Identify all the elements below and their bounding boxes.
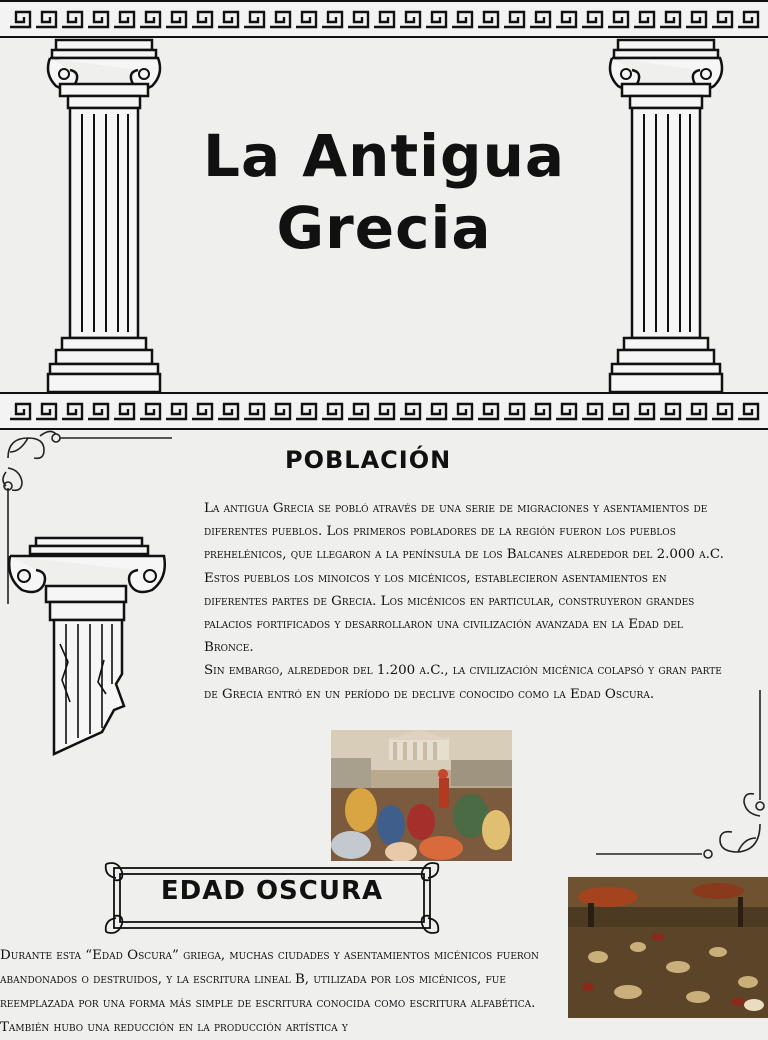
dark-age-scene-image [568,877,768,1018]
poblacion-body [204,497,724,706]
greek-key-pattern [8,400,760,422]
athens-scene-image [331,730,512,861]
corner-flourish-bottom-right [592,690,768,866]
painting-ancient-athens [331,730,512,861]
page-title [160,120,608,264]
greek-key-pattern [8,8,760,30]
poblacion-paragraph-1: La antigua Grecia se pobló através de una serie de migraciones y asentamientos de diferentes pueblos. Los primeros pobladores de la región fueron los pueblos prehelénicos, que llegaron a la península de los Balcanes alrededor del 2.000 a.C. [204,501,724,563]
poblacion-paragraph-3: Sin embargo, alrededor del 1.200 a.C., la civilización micénica colapsó y gran parte de Grecia entró en un período de declive conocido como la Edad Oscura. [204,663,722,702]
edad-oscura-frame [104,860,440,936]
poblacion-paragraph-2: Estos pueblos los minoicos y los micénicos, establecieron asentamientos en diferentes partes de Grecia. Los micénicos en particular, construyeron grandes palacios fortificados y desarrollaron una civilización avanzada en la Edad del Bronce. [204,570,695,656]
ionic-column-right [604,38,728,394]
broken-column-illustration [6,534,168,758]
edad-oscura-body: Durante esta “Edad Oscura” griega, muchas ciudades y asentamientos micénicos fueron abandonados o destruidos, y la escritura lineal B, utilizada por los micénicos, fue reemplazada por una forma más simple de escritura conocida como escritura alfabética. También hubo una reducción en la producción artística y [0,948,539,1035]
ionic-column-left [42,38,166,394]
title-line-2: Grecia [276,194,492,262]
greek-key-band-top [0,0,768,38]
poblacion-heading: POBLACIÓN [285,446,452,474]
greek-key-band-middle [0,392,768,430]
title-line-1: La Antigua [202,122,566,190]
painting-triumph-of-death [568,877,768,1018]
edad-oscura-heading: EDAD OSCURA [160,876,384,906]
